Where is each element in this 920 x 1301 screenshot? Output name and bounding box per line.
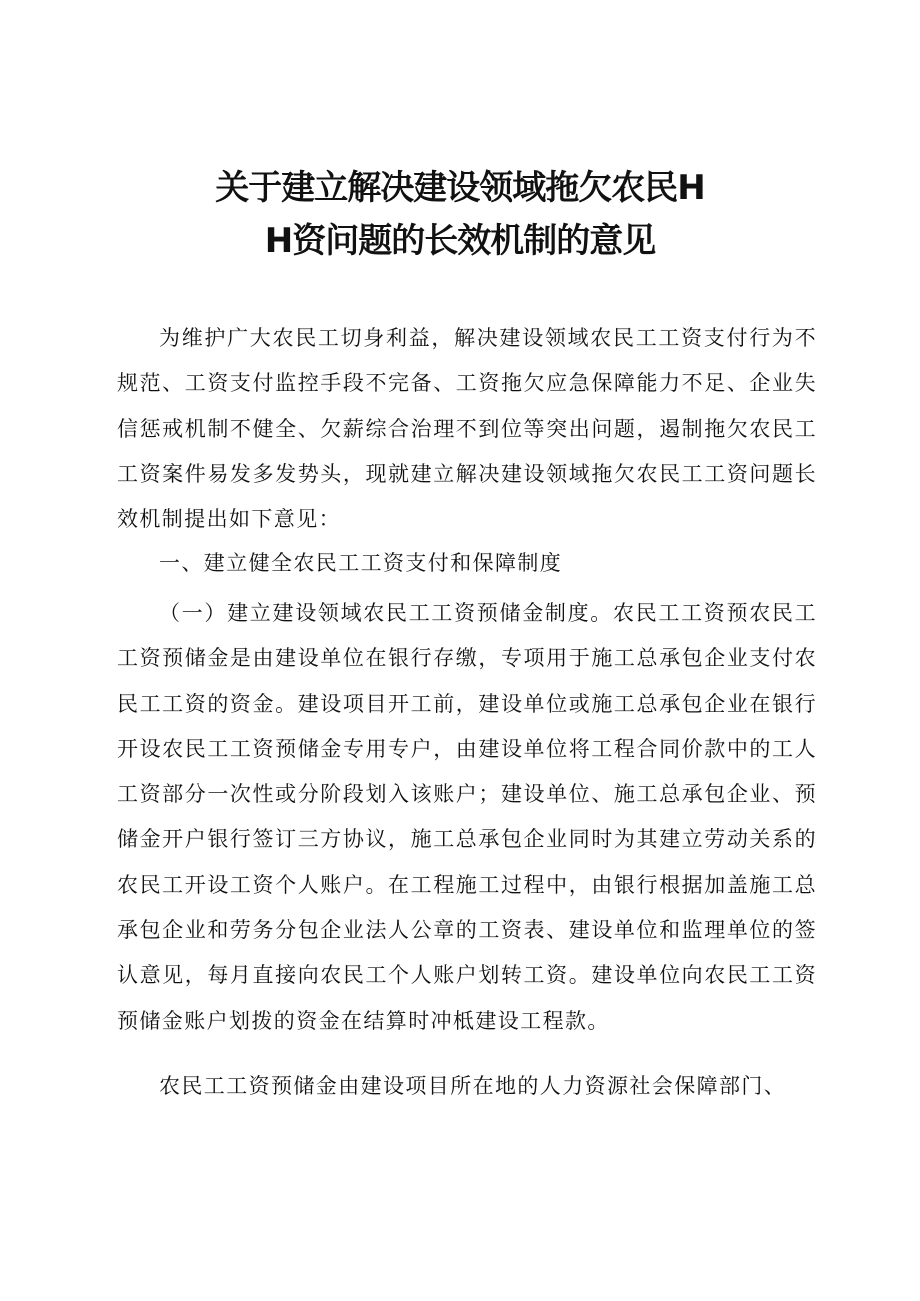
paragraph-intro: 为维护广大农民工切身利益，解决建设领域农民工工资支付行为不规范、工资支付监控手段不完备、工资拖欠应急保障能力不足、企业失信惩戒机制不健全、欠薪综合治理不到位等突出问题，遏制拖欠农民工工资案件易发多发势头，现就建立解决建设领域拖欠农民工工资问题长效机制提出如下意见： [117,326,817,532]
paragraph-continuation: 农民工工资预储金由建设项目所在地的人力资源社会保障部门、 [159,1074,787,1098]
document-title-line-1: 关于建立解决建设领域拖欠农民H [215,168,705,208]
paragraph-item-1: （一）建立建设领域农民工工资预储金制度。农民工工资预农民工工资预储金是由建设单位在银行存缴，专项用于施工总承包企业支付农民工工资的资金。建设项目开工前，建设单位或施工总承包企业在银行开设农民工工资预储金专用专户，由建设单位将工程合同价款中的工人工资部分一次性或分阶段划入该账户；建设单位、施工总承包企业、预储金开户银行签订三方协议，施工总承包企业同时为其建立劳动关系的农民工开设工资个人账户。在工程施工过程中，由银行根据加盖施工总承包企业和劳务分包企业法人公章的工资表、建设单位和监理单位的签认意见，每月直接向农民工个人账户划转工资。建设单位向农民工工资预储金账户划拨的资金在结算时冲柢建设工程款。 [117,601,817,1033]
document-title-line-2: H资问题的长效机制的意见 [264,221,656,261]
section-heading-1: 一、建立健全农民工工资支付和保障制度 [159,551,563,575]
